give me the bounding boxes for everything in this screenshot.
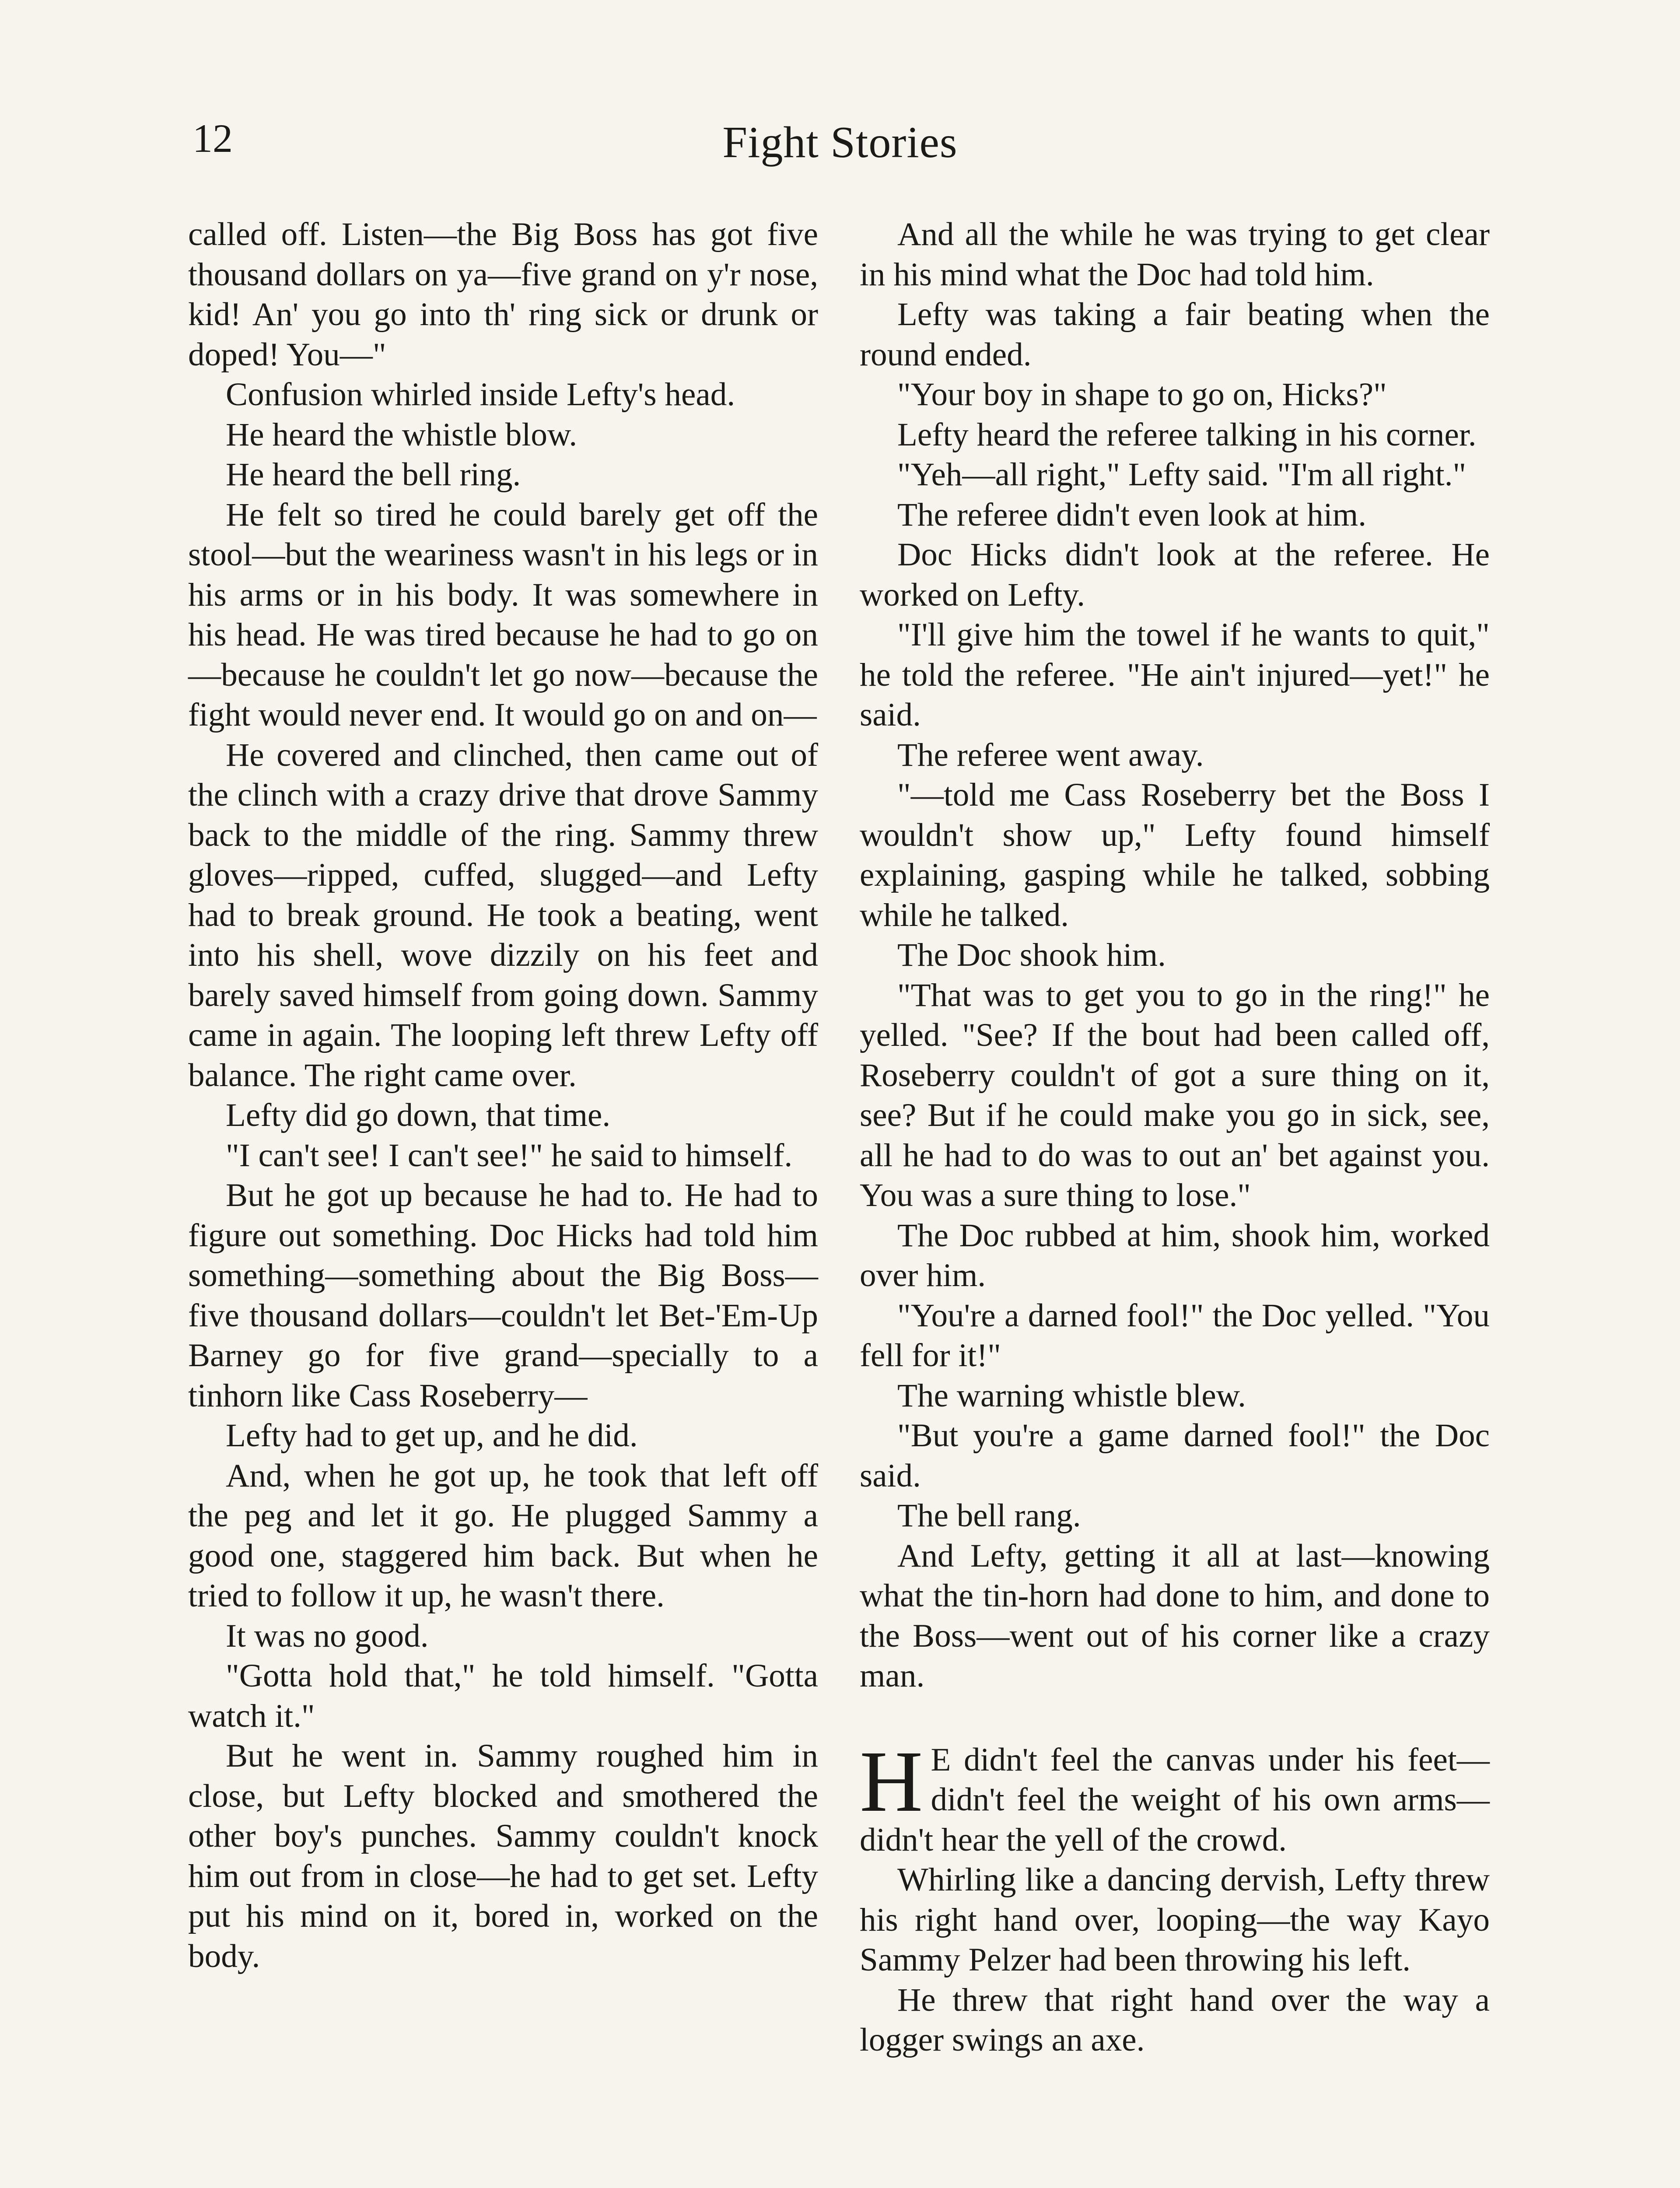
paragraph: Lefty heard the referee talking in his corner. <box>897 416 1477 453</box>
paragraph: "—told me Cass Roseberry bet the Boss I wouldn't show up," Lefty found himself explaining, gasping while he talked, sobbing while he talked. <box>860 777 1490 933</box>
paragraph: He heard the bell ring. <box>226 456 521 493</box>
paragraph: But he went in. Sammy roughed him in close, but Lefty blocked and smothered the other boy's punches. Sammy couldn't knock him out from in close—he had to get set. Lefty put his mind on it, bored in, worked on the body. <box>188 1738 818 1974</box>
section-gap <box>860 1696 1490 1740</box>
paragraph: Confusion whirled inside Lefty's head. <box>226 376 735 413</box>
paragraph: "I'll give him the towel if he wants to quit," he told the referee. "He ain't injured—yet!" he said. <box>860 617 1490 733</box>
page-number: 12 <box>192 116 233 161</box>
paragraph: The referee didn't even look at him. <box>897 496 1367 533</box>
section-opening-paragraph <box>860 1733 1490 1860</box>
paragraph: Lefty had to get up, and he did. <box>226 1417 638 1454</box>
right-column <box>860 214 1490 2060</box>
paragraph: He covered and clinched, then came out of the clinch with a crazy drive that drove Sammy back to the middle of the ring. Sammy threw gloves—ripped, cuffed, slugged—and Lefty had to break ground. He took a beating, went into his shell, wove dizzily on his feet and barely saved himself from going down. Sammy came in again. The looping left threw Lefty off balance. The right came over. <box>188 736 818 1094</box>
paragraph: He threw that right hand over the way a logger swings an axe. <box>860 1981 1490 2058</box>
paragraph: Doc Hicks didn't look at the referee. He worked on Lefty. <box>860 536 1490 613</box>
paragraph: "Yeh—all right," Lefty said. "I'm all right." <box>897 456 1466 493</box>
left-column <box>188 214 818 1976</box>
paragraph: "But you're a game darned fool!" the Doc said. <box>860 1417 1490 1494</box>
paragraph: The Doc shook him. <box>897 937 1166 973</box>
paragraph: The bell rang. <box>897 1497 1081 1534</box>
paragraph: And, when he got up, he took that left off the peg and let it go. He plugged Sammy a good one, staggered him back. But when he tried to follow it up, he wasn't there. <box>188 1457 818 1614</box>
paragraph: "Gotta hold that," he told himself. "Gotta watch it." <box>188 1658 818 1734</box>
running-head-title: Fight Stories <box>722 118 958 167</box>
paragraph: It was no good. <box>226 1617 429 1654</box>
paragraph: Lefty was taking a fair beating when the round ended. <box>860 296 1490 373</box>
paragraph: He felt so tired he could barely get off the stool—but the weariness wasn't in his legs or in his arms or in his body. It was somewhere in his head. He was tired because he had to go on—because he couldn't let go now—because the fight would never end. It would go on and on— <box>188 496 818 733</box>
paragraph: But he got up because he had to. He had to figure out something. Doc Hicks had told him something—something about the Big Boss—five thousand dollars—couldn't let Bet-'Em-Up Barney go for five grand—specially to a tinhorn like Cass Roseberry— <box>188 1177 818 1414</box>
paragraph: He heard the whistle blow. <box>226 416 578 453</box>
paragraph: "You're a darned fool!" the Doc yelled. "You fell for it!" <box>860 1297 1490 1374</box>
paragraph: And all the while he was trying to get clear in his mind what the Doc had told him. <box>860 216 1490 293</box>
paragraph: called off. Listen—the Big Boss has got five thousand dollars on ya—five grand on y'r nose, kid! An' you go into th' ring sick or drunk or doped! You—" <box>188 216 818 373</box>
paragraph: And Lefty, getting it all at last—knowing what the tin-horn had done to him, and done to the Boss—went out of his corner like a crazy man. <box>860 1537 1490 1694</box>
paragraph: Lefty did go down, that time. <box>226 1097 611 1133</box>
drop-cap: H <box>860 1733 923 1830</box>
paragraph: The Doc rubbed at him, shook him, worked over him. <box>860 1217 1490 1294</box>
paragraph: The referee went away. <box>897 736 1204 773</box>
paragraph: "I can't see! I can't see!" he said to himself. <box>226 1137 793 1174</box>
section-opening-text: E didn't feel the canvas under his feet—didn't feel the weight of his own arms—didn't hear the yell of the crowd. <box>860 1741 1490 1858</box>
paragraph: The warning whistle blew. <box>897 1377 1246 1414</box>
paragraph: "That was to get you to go in the ring!" he yelled. "See? If the bout had been called off, Roseberry couldn't of got a sure thing on it, see? But if he could make you go in sick, see, all he had to do was to out an' bet against you. You was a sure thing to lose." <box>860 977 1490 1213</box>
paragraph: Whirling like a dancing dervish, Lefty threw his right hand over, looping—the way Kayo Sammy Pelzer had been throwing his left. <box>860 1862 1490 1978</box>
paragraph: "Your boy in shape to go on, Hicks?" <box>897 376 1387 413</box>
